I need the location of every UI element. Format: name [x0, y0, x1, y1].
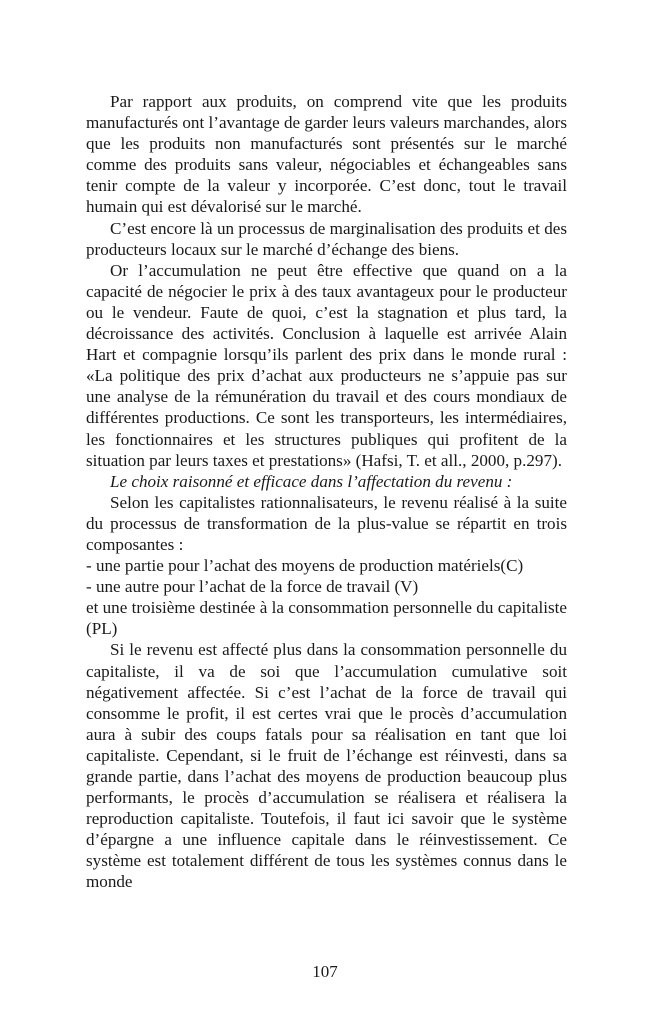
paragraph-accumulation: Or l’accumulation ne peut être effective que quand on a la capacité de négocier le prix à des taux avantageux pour le producteur ou le vendeur. Faute de quoi, c’est la stagnation et plus tard, la décroissance des activités. Conclusion à laquelle est arrivée Alain Hart et compagnie lorsqu’ils parlent des prix dans le monde rural : «La politique des prix d’achat aux producteurs ne s’appuie pas sur une analyse de la rémunération du travail et des cours mondiaux de différentes productions. Ce sont les transporteurs, les intermédiaires, les fonctionnaires et les structures publiques qui profitent de la situation par leurs taxes et prestations» (Hafsi, T. et all., 2000, p.297).: [86, 260, 567, 470]
list-item-labour-force: - une autre pour l’achat de la force de travail (V): [86, 577, 419, 597]
list-item-means-of-production: - une partie pour l’achat des moyens de production matériels(C): [86, 556, 524, 576]
page-number: 107: [312, 962, 338, 981]
section-heading: Le choix raisonné et efficace dans l’affectation du revenu :: [110, 471, 513, 491]
page-body: [86, 91, 567, 893]
paragraph-manufactured-products: Par rapport aux produits, on comprend vite que les produits manufacturés ont l’avantage de garder leurs valeurs marchandes, alors que les produits non manufacturés sont présentés sur le marché comme des produits sans valeur, négociables et échangeables sans tenir compte de la valeur y incorporée. C’est donc, tout le travail humain qui est dévalorisé sur le marché.: [86, 92, 567, 217]
paragraph-revenue-allocation: Si le revenu est affecté plus dans la consommation personnelle du capitaliste, il va de soi que l’accumulation cumulative soit négativement affectée. Si c’est l’achat de la force de travail qui consomme le profit, il est certes vrai que le procès d’accumulation aura à subir des coups fatals pour sa réalisation en tant que loi capitaliste. Cependant, si le fruit de l’échange est réinvesti, dans sa grande partie, dans l’achat des moyens de production beaucoup plus performants, le procès d’accumulation se réalisera et réalisera la reproduction capitaliste. Toutefois, il faut ici savoir que le système d’épargne a une influence capitale dans le réinvestissement. Ce système est totalement différent de tous les systèmes connus dans le monde: [86, 640, 567, 892]
list-item-personal-consumption: et une troisième destinée à la consommation personnelle du capitaliste (PL): [86, 598, 567, 639]
paragraph-capitalists: Selon les capitalistes rationnalisateurs, le revenu réalisé à la suite du processus de transformation de la plus-value se répartit en trois composantes :: [86, 492, 567, 554]
paragraph-marginalisation: C’est encore là un processus de marginalisation des produits et des producteurs locaux sur le marché d’échange des biens.: [86, 218, 567, 259]
